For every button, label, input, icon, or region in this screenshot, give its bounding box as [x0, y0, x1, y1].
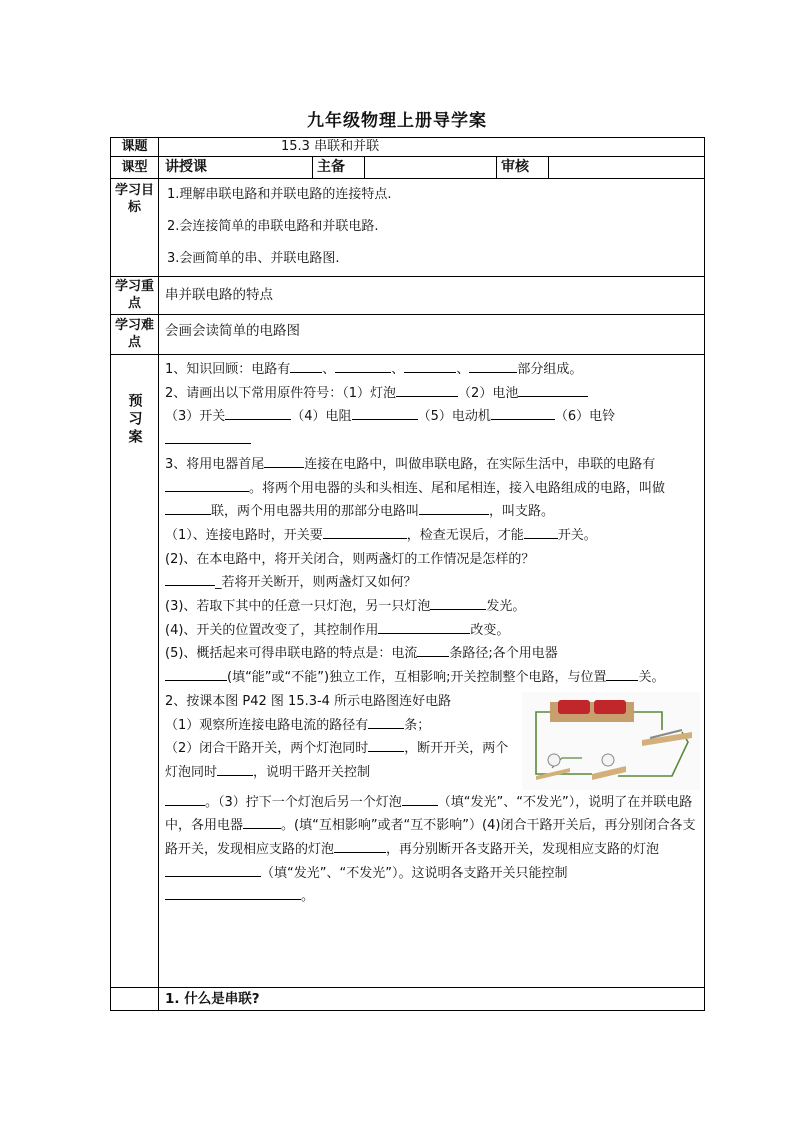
preview-label: 预习案 [126, 393, 143, 447]
difficulty-text: 会画会读简单的电路图 [159, 315, 705, 355]
objective-item: 3.会画简单的串、并联电路图. [167, 251, 340, 266]
type-label: 课型 [111, 157, 159, 179]
lead-label: 主备 [313, 157, 365, 179]
preview-content: 1、知识回顾：电路有 、 、 、 部分组成。 2、请画出以下常用原件符号：（1）灯泡 （2）电池 （3）开关 （4）电阻 （5）电动机 （6）电铃 3、将用电器首尾 连接在电路中，叫做串联电路，在实际生活中，串联的电路有。将两个用电器的头和头相连、尾和尾相连，接入电路组成的电路，叫做联，两个用电器共用的那部分电路叫 ，叫支路。 （1）、连接电路时，开关要 ，检查无误后，才能 开关。 (2)、在本电路中，将开关闭合，则两盏灯的工作情况是怎样的？ _若将开关断开，则两盏灯又如何？ (3)、若取下其中的任意一只灯泡，另一只灯泡 发光。 (4)、开关的位置改变了，其控制作用 改变。 (5)、概括起来可得串联电路的特点是：电流 条路径;各个用电器 (填“能”或“不能”)独立工作，互相影响;开关控制整个电路，与位置 关。 2、按课本图 P42 图 15.3-4 所示电路图连好电路 （1）观察所连接电路电流的路径有 条； （2）闭合干路开关，两个灯泡同时 ，断开开关，两个灯泡同时 ，说明干路开关控制 。（3）拧下一个灯泡后另一个灯泡 （填“发光”、“不发光”），说明了在并联电路中，各用电器 。(填“互相影响”或者“互不影响”）(4)闭合干路开关后，再分别闭合各支路开关，发现相应支路的灯泡 ，再分别断开各支路开关，发现相应支路的灯泡（填“发光”、“不发光”）。这说明各支路开关只能控制 。 [159, 355, 705, 988]
difficulty-row [111, 315, 705, 355]
key-point-row [111, 277, 705, 315]
preview-row [111, 355, 705, 988]
lead-value [365, 157, 497, 179]
preview-label-cell [111, 355, 159, 988]
bottom-row [111, 988, 705, 1011]
type-row [111, 157, 705, 179]
topic-label: 课题 [111, 138, 159, 157]
review-label: 审核 [497, 157, 549, 179]
topic-value: 15.3 串联和并联 [159, 138, 705, 157]
review-value [549, 157, 705, 179]
key-point-text: 串并联电路的特点 [159, 277, 705, 315]
document-title: 九年级物理上册导学案 [307, 111, 487, 131]
objective-item: 1.理解串联电路和并联电路的连接特点. [167, 187, 392, 202]
study-guide-table [110, 137, 705, 1011]
bottom-label [111, 988, 159, 1011]
topic-row [111, 138, 705, 157]
bottom-question: 1. 什么是串联? [159, 988, 705, 1011]
circuit-photo [522, 692, 700, 790]
objectives-row [111, 179, 705, 277]
type-value: 讲授课 [159, 157, 313, 179]
objectives-list [159, 179, 705, 277]
objectives-label: 学习目标 [111, 179, 159, 277]
difficulty-label: 学习难点 [111, 315, 159, 355]
objective-item: 2.会连接简单的串联电路和并联电路. [167, 219, 379, 234]
key-point-label: 学习重点 [111, 277, 159, 315]
